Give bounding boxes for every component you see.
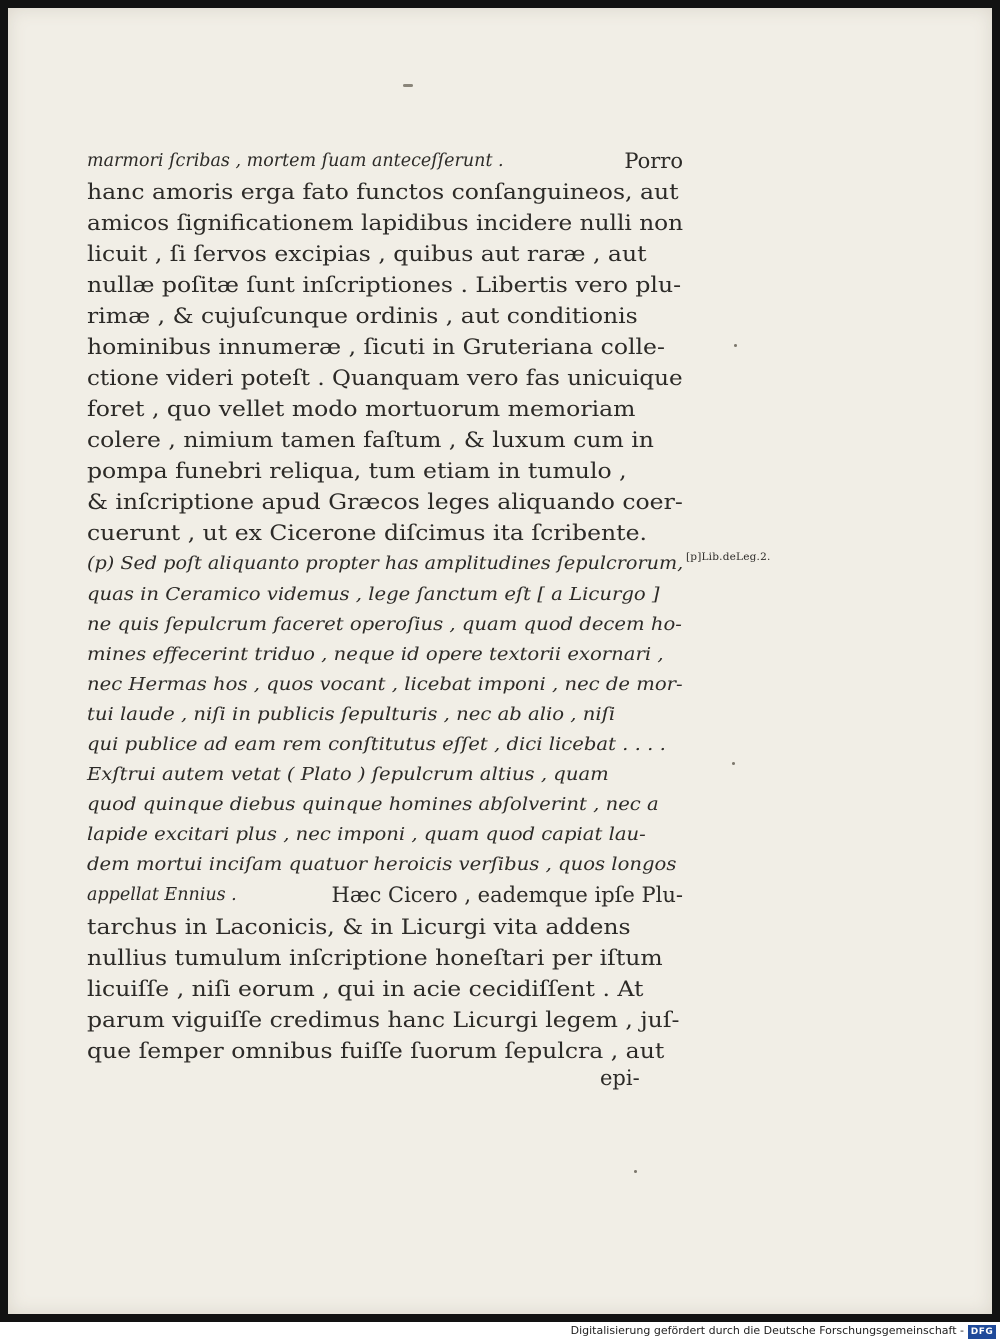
text-line: nec Hermas hos , quos vocant , licebat imponi , nec de mor-: [87, 675, 683, 695]
text-line: licuit , ſi ſervos excipias , quibus aut raræ , aut: [87, 242, 647, 266]
text-line: quas in Ceramico videmus , lege ſanctum eſt [ a Licurgo ]: [87, 585, 660, 605]
text-line: cuerunt , ut ex Cicerone diſcimus ita ſcribente.: [87, 521, 648, 545]
text-line: parum viguiſſe credimus hanc Licurgi legem , juſ-: [87, 1008, 680, 1032]
paper-speck: [732, 762, 735, 765]
roman-run: Hæc Cicero , eademque ipſe Plu-: [331, 883, 683, 907]
text-line: nullæ poſitæ ſunt inſcriptiones . Libertis vero plu-: [87, 273, 682, 297]
text-line: Exſtrui autem vetat ( Plato ) ſepulcrum altius , quam: [87, 765, 609, 785]
text-line: ctione videri poteſt . Quanquam vero fas unicuique: [87, 366, 683, 390]
dfg-logo-icon: DFG: [968, 1325, 996, 1339]
text-line: lapide excitari plus , nec imponi , quam quod capiat lau-: [87, 825, 646, 845]
text-line: tarchus in Laconicis, & in Licurgi vita addens: [87, 915, 631, 939]
text-line: tui laude , niſi in publicis ſepulturis , nec ab alio , niſi: [87, 705, 616, 725]
catchword: epi-: [600, 1066, 640, 1090]
text-line: licuiſſe , niſi eorum , qui in acie cecidiſſent . At: [87, 977, 644, 1001]
text-line: nullius tumulum inſcriptione honeſtari per iſtum: [87, 946, 663, 970]
text-line: ne quis ſepulcrum faceret operoſius , quam quod decem ho-: [87, 615, 682, 635]
text-line: [87, 146, 683, 176]
text-line: que ſemper omnibus fuiſſe ſuorum ſepulcra , aut: [87, 1039, 665, 1063]
text-line: (p) Sed poſt aliquanto propter has amplitudines ſepulcrorum,: [87, 554, 684, 574]
paper-speck: [634, 1170, 637, 1173]
roman-run: Porro: [624, 149, 683, 173]
italic-run: appellat Ennius .: [87, 885, 237, 905]
text-line: qui publice ad eam rem conſtitutus eſſet , dici licebat . . . .: [87, 735, 666, 755]
text-line: hominibus innumeræ , ſicuti in Gruteriana colle-: [87, 335, 665, 359]
text-line: hanc amoris erga fato functos conſanguineos, aut: [87, 180, 679, 204]
text-line: colere , nimium tamen faſtum , & luxum cum in: [87, 428, 654, 452]
funding-notice: Digitalisierung gefördert durch die Deutsche Forschungsgemeinschaft -: [570, 1324, 964, 1337]
page-mark: [403, 84, 413, 87]
text-line: & inſcriptione apud Græcos leges aliquando coer-: [87, 490, 683, 514]
text-line: rimæ , & cujuſcunque ordinis , aut conditionis: [87, 304, 638, 328]
italic-run: marmori ſcribas , mortem ſuam anteceſſerunt .: [87, 151, 504, 171]
text-line: mines effecerint triduo , neque id opere textorii exornari ,: [87, 645, 664, 665]
text-line: pompa funebri reliqua, tum etiam in tumulo ,: [87, 459, 627, 483]
margin-note: [p]Lib.deLeg.2.: [686, 551, 771, 563]
text-line: quod quinque diebus quinque homines abſolverint , nec a: [87, 795, 659, 815]
text-line: [87, 880, 683, 910]
text-line: dem mortui inciſam quatuor heroicis verſibus , quos longos: [87, 855, 677, 875]
text-line: amicos ſignificationem lapidibus incidere nulli non: [87, 211, 684, 235]
paper-speck: [734, 344, 737, 347]
text-line: foret , quo vellet modo mortuorum memoriam: [87, 397, 636, 421]
footer-bar: [0, 1322, 1000, 1343]
